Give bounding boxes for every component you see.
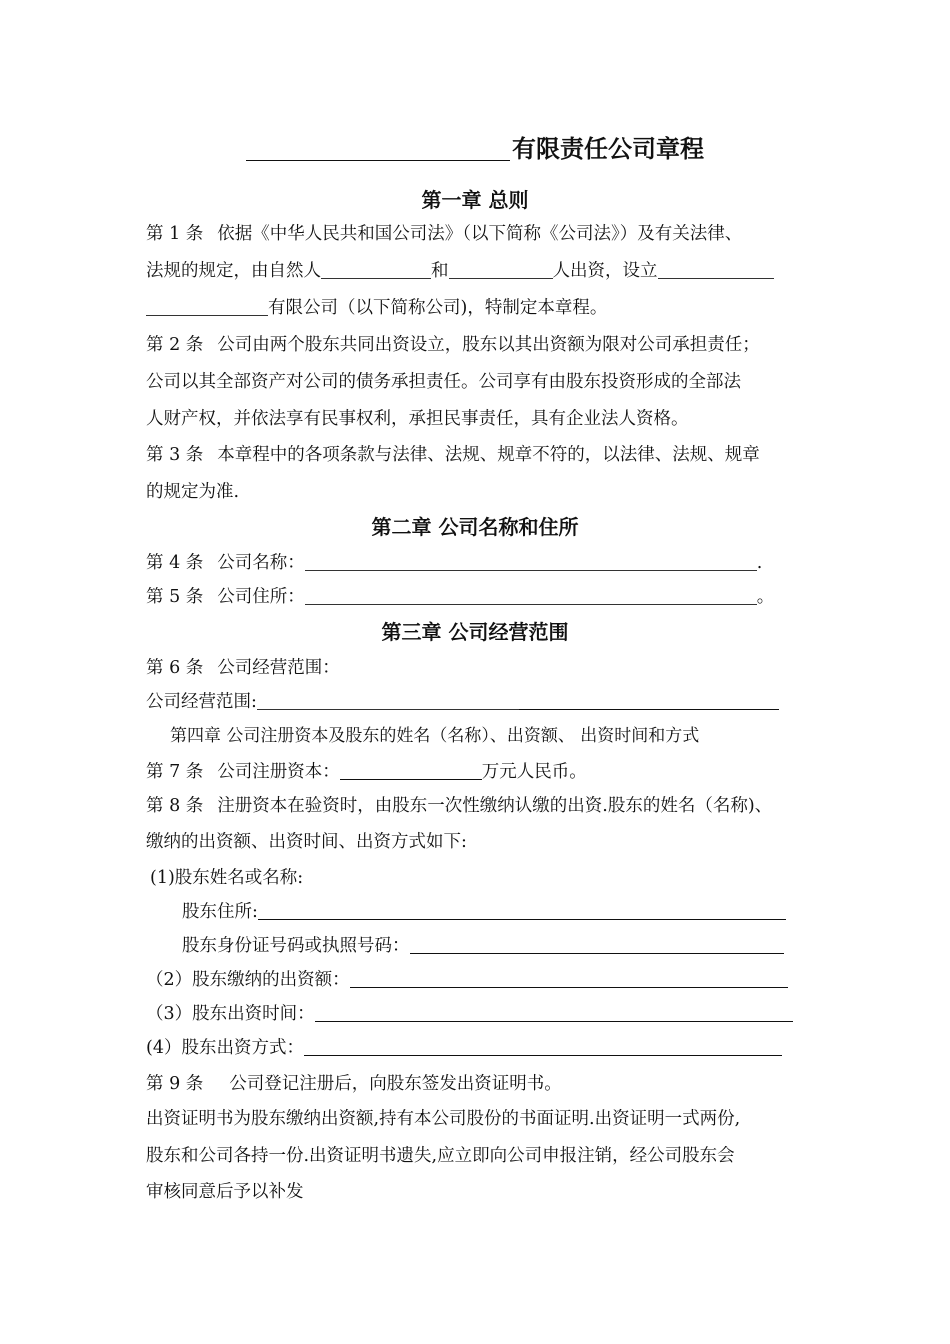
registered-capital-field[interactable] — [340, 761, 482, 780]
article-text: . — [756, 553, 763, 573]
article-2-line-3: 人财产权，并依法享有民事权利，承担民事责任，具有企业法人资格。 — [146, 409, 689, 429]
item-3 — [146, 1002, 793, 1026]
article-number: 第 2 条 — [146, 335, 204, 355]
article-text: 公司经营范围: — [146, 692, 257, 712]
article-number: 第 3 条 — [146, 445, 204, 465]
article-9-line-1 — [146, 1072, 562, 1096]
item-label: 股东身份证号码或执照号码： — [182, 936, 410, 956]
item-label: （3）股东出资时间： — [146, 1004, 315, 1024]
article-text: 公司住所： — [217, 587, 305, 607]
item-1-address — [182, 900, 786, 924]
article-7 — [146, 760, 587, 784]
article-text: 。 — [756, 587, 775, 607]
article-text: 公司登记注册后，向股东签发出资证明书。 — [229, 1074, 562, 1094]
article-text: 公司由两个股东共同出资设立，股东以其出资额为限对公司承担责任； — [217, 335, 760, 355]
company-name-field[interactable] — [305, 552, 757, 571]
contribution-amount-field[interactable] — [350, 969, 788, 988]
article-2-line-2: 公司以其全部资产对公司的债务承担责任。公司享有由股东投资形成的全部法 — [146, 372, 741, 392]
article-8-line-1 — [146, 794, 772, 818]
business-scope-field-2[interactable] — [519, 691, 779, 710]
chapter-3-heading: 第三章 公司经营范围 — [381, 620, 569, 644]
article-1-line-3 — [146, 296, 607, 320]
article-text: 注册资本在验资时，由股东一次性缴纳认缴的出资.股东的姓名（名称)、 — [217, 796, 773, 816]
item-1: (1)股东姓名或名称: — [150, 868, 304, 888]
company-blank[interactable] — [146, 297, 268, 316]
item-1-id — [182, 934, 784, 958]
article-text: 万元人民币。 — [481, 762, 587, 782]
article-number: 第 1 条 — [146, 224, 204, 244]
article-2-line-1 — [146, 333, 760, 357]
contribution-method-field[interactable] — [304, 1037, 782, 1056]
person-1-blank[interactable] — [321, 260, 431, 279]
establish-blank[interactable] — [658, 260, 774, 279]
article-text: 公司经营范围： — [217, 658, 340, 678]
document-title — [0, 133, 950, 165]
chapter-2-heading: 第二章 公司名称和住所 — [371, 515, 579, 539]
article-number: 第 4 条 — [146, 553, 204, 573]
article-4 — [146, 551, 762, 575]
article-5 — [146, 585, 774, 609]
article-8-line-2: 缴纳的出资额、出资时间、出资方式如下: — [146, 832, 467, 852]
article-number: 第 6 条 — [146, 658, 204, 678]
article-1-line-2 — [146, 259, 774, 283]
article-text: 法规的规定，由自然人 — [146, 261, 321, 281]
article-number: 第 9 条 — [146, 1074, 204, 1094]
shareholder-id-field[interactable] — [410, 935, 784, 954]
article-6 — [146, 656, 340, 680]
chapter-1-heading: 第一章 总则 — [421, 188, 529, 212]
item-label: 股东住所: — [182, 902, 258, 922]
item-label: （2）股东缴纳的出资额： — [146, 970, 350, 990]
contribution-time-field[interactable] — [315, 1003, 793, 1022]
article-3-line-2: 的规定为准. — [146, 482, 240, 502]
article-text: 公司注册资本： — [217, 762, 340, 782]
article-9-line-4: 审核同意后予以补发 — [146, 1182, 304, 1202]
item-4 — [146, 1036, 782, 1060]
article-number: 第 5 条 — [146, 587, 204, 607]
shareholder-address-field[interactable] — [258, 901, 786, 920]
article-text: 本章程中的各项条款与法律、法规、规章不符的，以法律、法规、规章 — [217, 445, 760, 465]
article-6-line-2 — [146, 690, 779, 714]
item-2 — [146, 968, 788, 992]
article-number: 第 7 条 — [146, 762, 204, 782]
business-scope-field[interactable] — [257, 691, 519, 710]
article-3-line-1 — [146, 443, 760, 467]
article-number: 第 8 条 — [146, 796, 204, 816]
company-address-field[interactable] — [305, 586, 757, 605]
company-name-blank[interactable] — [246, 136, 510, 161]
article-text: 和 — [431, 261, 449, 281]
article-text: 公司名称： — [217, 553, 305, 573]
title-text: 有限责任公司章程 — [512, 135, 704, 163]
article-text: 有限公司（以下简称公司)，特制定本章程。 — [268, 298, 608, 318]
person-2-blank[interactable] — [449, 260, 553, 279]
article-9-line-2: 出资证明书为股东缴纳出资额,持有本公司股份的书面证明.出资证明一式两份, — [146, 1109, 741, 1129]
article-text: 人出资，设立 — [552, 261, 658, 281]
article-text: 依据《中华人民共和国公司法》（以下简称《公司法》）及有关法律、 — [217, 224, 743, 244]
item-label: (4）股东出资方式： — [146, 1038, 304, 1058]
chapter-4-heading: 第四章 公司注册资本及股东的姓名（名称）、出资额、 出资时间和方式 — [170, 726, 700, 746]
article-1-line-1 — [146, 222, 742, 246]
article-9-line-3: 股东和公司各持一份.出资证明书遗失,应立即向公司申报注销，经公司股东会 — [146, 1146, 735, 1166]
